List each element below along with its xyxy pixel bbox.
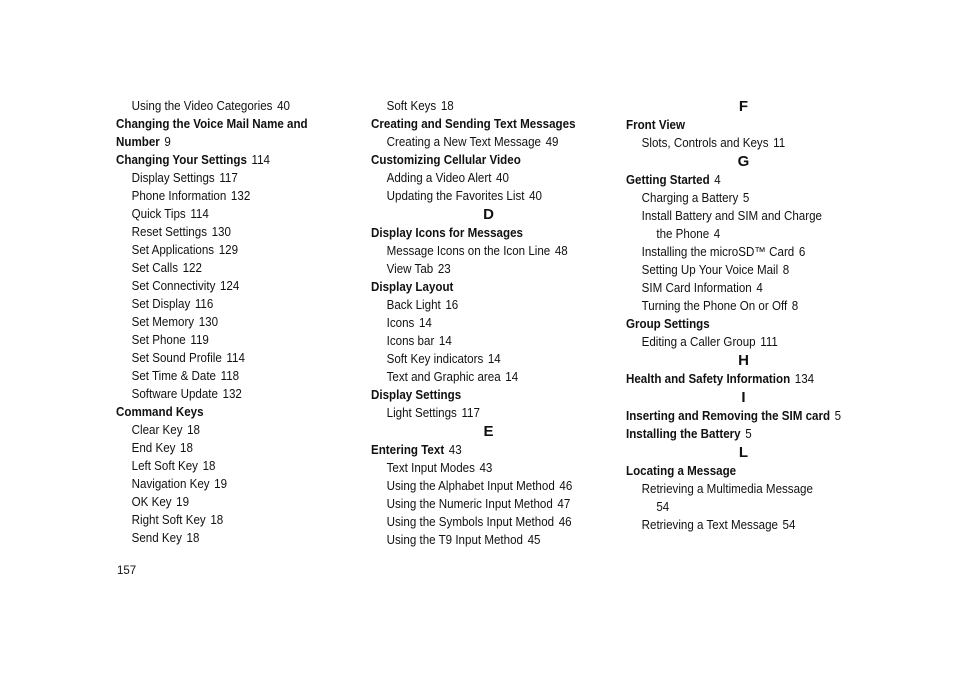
- page-number: 157: [117, 565, 137, 577]
- index-page-ref: 119: [190, 333, 209, 347]
- index-page-ref: 23: [437, 262, 451, 276]
- index-page-ref: 45: [527, 533, 541, 547]
- index-subentry: [116, 457, 332, 475]
- index-page-ref: 8: [791, 299, 799, 313]
- index-term: Quick Tips: [131, 207, 186, 221]
- index-subentry: [371, 187, 587, 205]
- index-subentry: [371, 133, 587, 151]
- index-term: Set Connectivity: [131, 279, 216, 293]
- index-term: Right Soft Key: [131, 513, 206, 527]
- index-subentry: [626, 480, 842, 498]
- index-page-ref: 49: [545, 135, 559, 149]
- index-page-ref: 11: [773, 136, 786, 150]
- index-term: Retrieving a Multimedia Message: [641, 482, 813, 496]
- index-term: Changing Your Settings: [116, 153, 247, 167]
- index-term: Group Settings: [626, 317, 710, 331]
- index-subentry: [116, 367, 332, 385]
- index-page-ref: 130: [211, 225, 231, 239]
- index-entry: [626, 462, 842, 480]
- index-entry: [626, 116, 842, 134]
- index-page-ref: 5: [742, 191, 750, 205]
- index-term: Reset Settings: [131, 225, 207, 239]
- index-column-2: [371, 97, 606, 549]
- index-term: Command Keys: [116, 405, 204, 419]
- index-page-ref: 4: [714, 173, 721, 187]
- index-term: Icons bar: [386, 334, 435, 348]
- index-term: Display Settings: [131, 171, 215, 185]
- index-term: Front View: [626, 118, 686, 132]
- index-page-ref: 18: [186, 531, 200, 545]
- index-term: Number: [116, 135, 160, 149]
- index-entry: [116, 115, 332, 133]
- index-term: Back Light: [386, 298, 441, 312]
- index-page-ref: 111: [760, 335, 778, 349]
- index-term: Message Icons on the Icon Line: [386, 244, 551, 258]
- index-term: SIM Card Information: [641, 281, 752, 295]
- index-term: Install Battery and SIM and Charge: [641, 209, 822, 223]
- index-page-ref: 132: [230, 189, 251, 203]
- index-entry: [626, 370, 842, 388]
- index-term: Set Applications: [131, 243, 215, 257]
- index-subentry: [116, 295, 332, 313]
- index-page-ref: 6: [798, 245, 806, 259]
- index-subentry: [116, 187, 332, 205]
- index-page-ref: 122: [182, 261, 202, 275]
- index-page-ref: 14: [418, 316, 432, 330]
- index-letter-heading: [626, 152, 861, 171]
- index-term: Display Settings: [371, 388, 462, 402]
- index-term: the Phone: [656, 227, 710, 241]
- index-term: Left Soft Key: [131, 459, 198, 473]
- index-subentry: [371, 368, 587, 386]
- index-term: Clear Key: [131, 423, 183, 437]
- index-page-ref: 54: [782, 518, 796, 532]
- index-entry: [626, 407, 842, 425]
- index-subentry: [371, 242, 587, 260]
- index-term: G: [737, 153, 750, 170]
- index-page-ref: 129: [218, 243, 239, 257]
- index-page-ref: 16: [445, 298, 459, 312]
- index-page-ref: 114: [226, 351, 245, 365]
- index-subentry: [626, 243, 842, 261]
- index-subentry: [116, 493, 332, 511]
- index-term: Creating a New Text Message: [386, 135, 541, 149]
- index-page-ref: 43: [479, 461, 493, 475]
- index-subentry: [371, 314, 587, 332]
- index-term: D: [483, 206, 494, 223]
- index-subentry: [116, 421, 332, 439]
- index-page-ref: 18: [180, 441, 193, 455]
- index-subentry: [371, 459, 587, 477]
- index-term: I: [741, 389, 746, 406]
- index-term: Using the Numeric Input Method: [386, 497, 553, 511]
- index-subentry: [626, 225, 842, 243]
- index-term: Creating and Sending Text Messages: [371, 117, 576, 131]
- index-entry: [371, 115, 587, 133]
- index-page-ref: 40: [496, 171, 509, 185]
- index-term: Soft Key indicators: [386, 352, 484, 366]
- index-term: End Key: [131, 441, 176, 455]
- index-page-ref: 14: [487, 352, 501, 366]
- index-term: H: [738, 352, 749, 369]
- index-term: Set Calls: [131, 261, 179, 275]
- index-term: F: [738, 98, 749, 115]
- index-subentry: [371, 350, 587, 368]
- index-page-ref: 46: [558, 515, 572, 529]
- index-subentry: [116, 529, 332, 547]
- index-term: Inserting and Removing the SIM card: [626, 409, 831, 423]
- index-page-ref: 130: [198, 315, 219, 329]
- index-subentry: [371, 513, 587, 531]
- index-page-ref: 132: [222, 387, 242, 401]
- index-term: Retrieving a Text Message: [641, 518, 778, 532]
- index-term: Display Layout: [371, 280, 454, 294]
- index-page-ref: 48: [554, 244, 568, 258]
- index-subentry: [371, 296, 587, 314]
- index-letter-heading: [371, 422, 606, 441]
- index-page-ref: 5: [834, 409, 842, 423]
- index-page-ref: 118: [220, 369, 240, 383]
- index-term: Phone Information: [131, 189, 227, 203]
- index-term: Updating the Favorites List: [386, 189, 525, 203]
- index-subentry: [371, 477, 587, 495]
- index-term: Customizing Cellular Video: [371, 153, 521, 167]
- index-term: Charging a Battery: [641, 191, 739, 205]
- index-subentry: [626, 207, 842, 225]
- index-subentry: [116, 223, 332, 241]
- index-term: Display Icons for Messages: [371, 226, 523, 240]
- index-page-ref: 18: [187, 423, 201, 437]
- index-page-ref: 46: [559, 479, 573, 493]
- index-page-ref: 40: [277, 99, 290, 113]
- index-subentry: [116, 439, 332, 457]
- index-subentry: [371, 260, 587, 278]
- index-subentry: [116, 475, 332, 493]
- index-term: Set Time & Date: [131, 369, 217, 383]
- index-term: View Tab: [386, 262, 434, 276]
- index-page-ref: 4: [713, 227, 721, 241]
- index-entry: [371, 441, 587, 459]
- index-term: Changing the Voice Mail Name and: [116, 117, 308, 131]
- index-page-ref: 19: [214, 477, 228, 491]
- index-entry: [116, 403, 332, 421]
- index-subentry: [116, 313, 332, 331]
- index-term: Text Input Modes: [386, 461, 475, 475]
- index-page-ref: 117: [461, 406, 480, 420]
- index-term: Editing a Caller Group: [641, 335, 756, 349]
- index-letter-heading: [626, 351, 861, 370]
- index-letter-heading: [626, 97, 861, 116]
- index-term: Using the Video Categories: [131, 99, 273, 113]
- index-term: Adding a Video Alert: [386, 171, 492, 185]
- index-page-ref: 47: [557, 497, 571, 511]
- index-entry: [371, 386, 587, 404]
- index-page-ref: 9: [164, 135, 171, 149]
- index-letter-heading: [371, 205, 606, 224]
- index-term: Installing the Battery: [626, 427, 741, 441]
- index-entry: [371, 278, 587, 296]
- index-entry: [116, 133, 332, 151]
- index-subentry: [626, 516, 842, 534]
- index-term: Software Update: [131, 387, 218, 401]
- index-term: Using the Alphabet Input Method: [386, 479, 555, 493]
- index-entry: [371, 224, 587, 242]
- index-subentry: [116, 349, 332, 367]
- index-subentry: [626, 189, 842, 207]
- index-subentry: [371, 332, 587, 350]
- index-term: Send Key: [131, 531, 182, 545]
- index-term: Set Display: [131, 297, 191, 311]
- index-subentry: [626, 261, 842, 279]
- index-term: E: [483, 423, 494, 440]
- index-term: Setting Up Your Voice Mail: [641, 263, 779, 277]
- index-subentry: [116, 169, 332, 187]
- index-subentry: [371, 97, 587, 115]
- index-subentry: [116, 277, 332, 295]
- index-subentry: [116, 97, 332, 115]
- index-term: Set Phone: [131, 333, 186, 347]
- index-page-ref: 19: [176, 495, 190, 509]
- index-entry: [116, 151, 332, 169]
- index-subentry: [371, 495, 587, 513]
- index-term: Soft Keys: [386, 99, 437, 113]
- index-subentry: [116, 385, 332, 403]
- index-page-ref: 40: [529, 189, 542, 203]
- index-term: Turning the Phone On or Off: [641, 299, 788, 313]
- index-term: 54: [656, 500, 670, 514]
- index-term: Set Sound Profile: [131, 351, 222, 365]
- index-page-ref: 124: [219, 279, 240, 293]
- index-letter-heading: [626, 443, 861, 462]
- index-subentry: [626, 498, 842, 516]
- index-term: Getting Started: [626, 173, 710, 187]
- index-subentry: [626, 333, 842, 351]
- index-subentry: [626, 279, 842, 297]
- index-entry: [626, 171, 842, 189]
- index-subentry: [116, 511, 332, 529]
- index-term: OK Key: [131, 495, 172, 509]
- index-term: Icons: [386, 316, 415, 330]
- index-page-ref: 43: [448, 443, 462, 457]
- index-page-ref: 134: [794, 372, 815, 386]
- index-column-3: [626, 97, 861, 534]
- index-entry: [371, 151, 587, 169]
- index-subentry: [116, 259, 332, 277]
- index-term: Slots, Controls and Keys: [641, 136, 769, 150]
- index-term: Using the Symbols Input Method: [386, 515, 555, 529]
- index-page-ref: 4: [756, 281, 763, 295]
- index-page-ref: 8: [782, 263, 790, 277]
- index-page-ref: 114: [251, 153, 270, 167]
- index-page-ref: 14: [505, 370, 519, 384]
- index-page-ref: 5: [745, 427, 752, 441]
- index-subentry: [116, 331, 332, 349]
- index-subentry: [116, 241, 332, 259]
- index-page-ref: 117: [219, 171, 238, 185]
- index-term: Light Settings: [386, 406, 457, 420]
- index-page-ref: 14: [438, 334, 452, 348]
- index-page-ref: 18: [210, 513, 224, 527]
- index-subentry: [371, 404, 587, 422]
- index-term: Set Memory: [131, 315, 195, 329]
- index-page-ref: 114: [190, 207, 209, 221]
- index-term: Locating a Message: [626, 464, 737, 478]
- index-term: Health and Safety Information: [626, 372, 791, 386]
- index-page-ref: 18: [202, 459, 216, 473]
- index-term: Installing the microSD™ Card: [641, 245, 795, 259]
- index-term: Text and Graphic area: [386, 370, 501, 384]
- index-subentry: [371, 531, 587, 549]
- index-page-ref: 18: [440, 99, 454, 113]
- index-letter-heading: [626, 388, 861, 407]
- index-subentry: [626, 297, 842, 315]
- index-subentry: [626, 134, 842, 152]
- index-subentry: [116, 205, 332, 223]
- index-column-1: [116, 97, 351, 547]
- index-subentry: [371, 169, 587, 187]
- index-page-ref: 116: [194, 297, 214, 311]
- index-term: Using the T9 Input Method: [386, 533, 523, 547]
- index-term: Entering Text: [371, 443, 445, 457]
- index-entry: [626, 315, 842, 333]
- index-term: Navigation Key: [131, 477, 210, 491]
- index-entry: [626, 425, 842, 443]
- index-term: L: [738, 444, 749, 461]
